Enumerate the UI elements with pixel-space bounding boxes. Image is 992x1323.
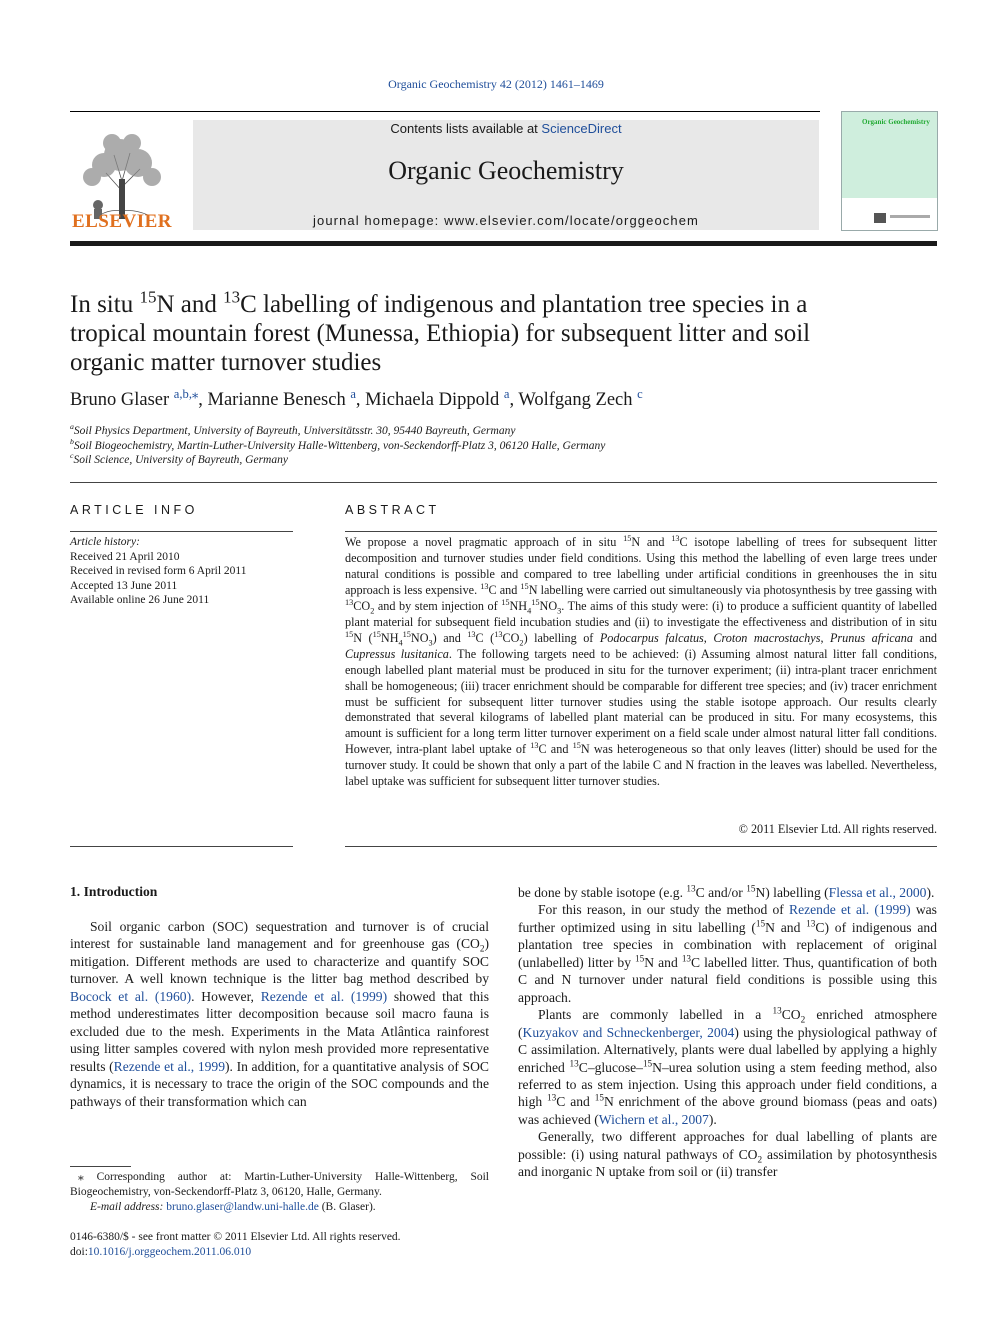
author-name[interactable]: Wolfgang Zech <box>518 390 633 410</box>
abstract-rule <box>345 531 937 532</box>
email-suffix: (B. Glaser). <box>318 1201 376 1213</box>
email-label: E-mail address: <box>90 1201 164 1213</box>
reference-link[interactable]: Bocock et al. (1960) <box>70 988 192 1004</box>
affiliations <box>70 424 870 468</box>
author-name[interactable]: Bruno Glaser <box>70 390 170 410</box>
body-paragraph: Soil organic carbon (SOC) sequestration and turnover is of crucial interest for sustainable land management and for greenhouse gas $(CO_2)$ mitigation. Different methods are used to characterize and quantify SOC turnover. A well known technique is the litter bag method described by Bocock et al. (1960). However, Rezende et al. (1999) showed that this method underestimates litter decomposition because soil macro fauna is excluded due to the mesh. Experiments in the Mata Atlântica rainforest using litter samples covered with nylon mesh provided more representative results (Rezende et al., 1999). In addition, for a quantitative analysis of SOC dynamics, it is necessary to trace the origin of the SOC compounds and the pathways of their transformation which can <box>70 919 489 1109</box>
history-item: Accepted 13 June 2011 <box>70 579 178 592</box>
footnote-rule <box>70 1166 131 1167</box>
article-info-rule <box>70 531 293 532</box>
reference-link[interactable]: Wichern et al., 2007 <box>598 1111 709 1127</box>
contents-line <box>193 121 819 136</box>
cover-title: Organic Geochemistry <box>862 118 930 126</box>
abstract-text: We propose a novel pragmatic approach of in situ $^{15}$N and $^{13}$C isotope labelling of trees for subsequent litter decomposition and turnover studies under field conditions. Using this method the labelling of even large trees under natural conditions is possible and compared to tree labelling under artificial conditions in greenhouses the in situ approach is less expensive. $^{13}$C and $^{15}$N labelling were carried out simultaneously via photosynthesis by tree gassing with $^{13}CO_2$ and by stem injection of $^{15}NH_4^{15}NO_3$. The aims of this study were: (i) to produce a sufficient quantity of labelled plant material for subsequent field incubation studies and (ii) to investigate the effectiveness and distribution of in situ $^{15}$N $(^{15}NH_4^{15}NO_3)$ and $^{13}$C $(^{13}CO_2)$ labelling of Podocarpus falcatus, Croton macrostachys, Prunus africana and Cupressus lusitanica. The following targets need to be achieved: (i) Assuming almost natural litter fall conditions, enough labelled plant material must be produced in situ for the turnover experiment; (ii) intra-plant tracer enrichment shall be homogeneous; (iii) tracer enrichment should be comparable for different tree species; and (iv) tracer enrichment must be sufficient for subsequent litter turnover studies using the stable isotope approach. Our results clearly demonstrated that several kilograms of labelled plant material can be produced in situ. For many ecosystems, this amount is sufficient for a long term litter turnover experiment on a field scale under almost natural litter fall conditions. However, intra-plant label uptake of $^{13}$C and $^{15}$N was heterogeneous so that only leaves (litter) should be used for the turnover study. It could be shown that only a part of the labile C and N fraction in the leaves was labelled. Nevertheless, label uptake was sufficient for subsequent litter turnover studies. <box>345 533 938 789</box>
journal-name: Organic Geochemistry <box>388 156 624 185</box>
article-title: In situ $^{15}$N and $^{13}$C labelling of indigenous and plantation tree species in a tropical mountain forest (Munessa, Ethiopia) for subsequent litter and soil organic matter turnover studies <box>70 287 811 376</box>
sciencedirect-link[interactable]: ScienceDirect <box>541 121 622 136</box>
history-item: Available online 26 June 2011 <box>70 594 210 607</box>
section-heading: 1. Introduction <box>70 884 158 899</box>
journal-citation[interactable]: Organic Geochemistry 42 (2012) 1461–1469 <box>388 77 604 91</box>
body-column-right <box>518 884 937 1181</box>
header-rule <box>70 111 820 112</box>
author-name[interactable]: Marianne Benesch <box>207 390 346 410</box>
history-item: Received in revised form 6 April 2011 <box>70 565 247 578</box>
history-label: Article history: <box>70 536 140 548</box>
corresponding-author-text: Corresponding author at: Martin-Luther-University Halle-Wittenberg, Soil Biogeochemistry, von-Seckendorff-Platz 3, 06120, Halle, Germany. <box>70 1171 489 1198</box>
email-link[interactable]: bruno.glaser@landw.uni-halle.de <box>166 1201 319 1213</box>
abstract-rule-bottom <box>345 846 937 847</box>
reference-link[interactable]: Rezende et al. (1999) <box>260 988 388 1004</box>
contents-prefix: Contents lists available at <box>390 121 542 136</box>
cover-footer-line <box>890 215 930 218</box>
author-affil-mark[interactable]: a <box>503 386 510 401</box>
issn-block <box>70 1230 490 1260</box>
affiliation: $^a$Soil Physics Department, University of Bayreuth, Universitätsstr. 30, 95440 Bayreuth, Germany <box>70 422 516 437</box>
masthead-rule <box>70 241 937 246</box>
reference-link[interactable]: Rezende et al. (1999) <box>789 902 911 918</box>
issn-line: 0146-6380/$ - see front matter © 2011 Elsevier Ltd. All rights reserved. <box>70 1231 401 1243</box>
article-info-rule-bottom <box>70 846 293 847</box>
body-paragraph: For this reason, in our study the method of Rezende et al. (1999) was further optimized using in situ labelling ($^{15}$N and $^{13}$C) of indigenous and plantation tree species in combination with replacement of original (unlabelled) litter by $^{15}$N and $^{13}$C labelled litter. Thus, quantification of both C and N turnover under natural field conditions is possible using this approach. <box>518 902 937 1005</box>
body-paragraph: be done by stable isotope (e.g. $^{13}$C and/or $^{15}$N) labelling (Flessa et al., 2000). <box>518 883 935 900</box>
doi-line <box>70 1245 490 1260</box>
reference-link[interactable]: Flessa et al., 2000 <box>828 885 927 900</box>
author-name[interactable]: Michaela Dippold <box>365 390 500 410</box>
copyright-notice: © 2011 Elsevier Ltd. All rights reserved. <box>738 822 937 836</box>
author-list: Bruno Glaser $^{a,b,⁎}$, Marianne Benesch $^a$, Michaela Dippold $^a$, Wolfgang Zech $^c$ <box>70 386 643 410</box>
affiliation: $^b$Soil Biogeochemistry, Martin-Luther-University Halle-Wittenberg, von-Seckendorff-Platz 3, 06120 Halle, Germany <box>70 436 606 452</box>
reference-link[interactable]: Kuzyakov and Schneckenberger, 2004 <box>522 1024 735 1040</box>
reference-link[interactable]: Rezende et al., 1999 <box>113 1058 226 1074</box>
body-paragraph: Generally, two different approaches for dual labelling of plants are possible: (i) using natural pathways of $CO_2$ assimilation by photosynthesis and inorganic N uptake from soil or (ii) transfer <box>518 1129 937 1180</box>
article-history <box>70 535 293 608</box>
article-info-heading: ARTICLE INFO <box>70 503 198 517</box>
cover-publisher-icon <box>874 213 886 223</box>
elsevier-wordmark: ELSEVIER <box>71 211 173 232</box>
journal-cover-thumbnail[interactable] <box>841 111 938 231</box>
abstract-heading: ABSTRACT <box>345 503 440 517</box>
author-affil-mark[interactable]: c <box>637 386 643 401</box>
author-affil-mark[interactable]: a,b,⁎ <box>173 386 199 401</box>
affiliation: $^c$Soil Science, University of Bayreuth, Germany <box>70 451 288 467</box>
body-paragraph: Plants are commonly labelled in a $^{13}CO_2$ enriched atmosphere (Kuzyakov and Schneckenberger, 2004) using the physiological pathway of C assimilation. Alternatively, plants were dual labelled by applying a highly enriched $^{13}$C–glucose–$^{15}$N–urea solution using a stem feeding method, also referred to as stem injection. Using this approach under field conditions, a high $^{13}$C and $^{15}$N enrichment of the above ground biomass (peas and oats) was achieved (Wichern et al., 2007). <box>518 1005 937 1127</box>
footnote-star: ⁎ <box>78 1171 84 1183</box>
author-affil-mark[interactable]: a <box>350 386 356 401</box>
body-column-left <box>70 918 489 1110</box>
doi-label: doi: <box>70 1246 88 1258</box>
history-item: Received 21 April 2010 <box>70 550 180 563</box>
corresponding-author-footnote <box>70 1170 489 1215</box>
doi-link[interactable]: 10.1016/j.orggeochem.2011.06.010 <box>87 1246 252 1258</box>
journal-homepage[interactable]: journal homepage: www.elsevier.com/locate/orggeochem <box>313 213 699 228</box>
title-rule <box>70 482 937 483</box>
